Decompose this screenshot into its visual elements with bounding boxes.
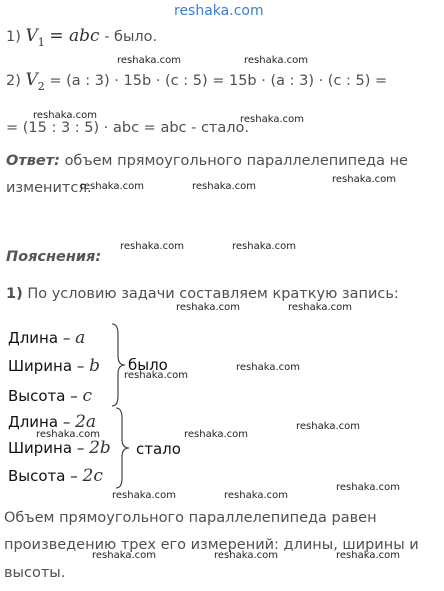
after-length-name: Длина – (8, 413, 71, 431)
watermark: reshaka.com (332, 174, 396, 185)
explanation-title: Пояснения: (6, 249, 102, 265)
step2-var: V (25, 70, 38, 90)
step2-sub: 2 (37, 80, 45, 93)
answer-line1 (6, 153, 408, 169)
step1-formula: = abc (49, 26, 100, 46)
step2-note: - стало. (191, 120, 250, 136)
watermark: reshaka.com (112, 490, 176, 501)
watermark: reshaka.com (336, 482, 400, 493)
before-row-height (8, 386, 92, 406)
after-row-height (8, 466, 103, 486)
after-height-value: 2c (82, 466, 103, 486)
before-length-name: Длина – (8, 329, 71, 347)
conclusion-line1: Объем прямоугольного параллелепипеда равен (4, 510, 377, 526)
step1-line (6, 26, 158, 49)
point1-num: 1) (6, 286, 23, 302)
watermark: reshaka.com (117, 55, 181, 66)
step2-result: = (15 : 3 : 5) · abc = abc (6, 120, 187, 136)
watermark: reshaka.com (176, 302, 240, 313)
step2-line1 (6, 70, 388, 93)
after-length-value: 2a (75, 412, 97, 432)
step2-expression: = (a : 3) · 15b · (c : 5) = 15b · (a : 3) · (c : 5) = (49, 73, 388, 89)
answer-text: объем прямоугольного параллелепипеда не (64, 153, 408, 169)
before-brace (110, 322, 128, 408)
watermark: reshaka.com (240, 114, 304, 125)
watermark-top: reshaka.com (174, 3, 264, 19)
point1-line (6, 286, 399, 302)
before-width-value: b (89, 356, 100, 376)
watermark: reshaka.com (232, 241, 296, 252)
point1-text: По условию задачи составляем краткую запись: (27, 286, 399, 302)
watermark: reshaka.com (33, 110, 97, 121)
watermark: reshaka.com (336, 550, 400, 561)
before-row-length (8, 328, 85, 348)
watermark: reshaka.com (296, 421, 360, 432)
before-height-value: c (82, 386, 93, 406)
after-height-name: Высота – (8, 467, 78, 485)
watermark: reshaka.com (92, 550, 156, 561)
before-row-width (8, 356, 100, 376)
watermark: reshaka.com (244, 55, 308, 66)
before-width-name: Ширина – (8, 357, 85, 375)
before-height-name: Высота – (8, 387, 78, 405)
watermark: reshaka.com (288, 302, 352, 313)
watermark: reshaka.com (214, 550, 278, 561)
conclusion-line3: высоты. (4, 565, 66, 581)
watermark: reshaka.com (120, 241, 184, 252)
watermark: reshaka.com (124, 370, 188, 381)
watermark: reshaka.com (36, 429, 100, 440)
watermark: reshaka.com (236, 362, 300, 373)
step1-sub: 1 (37, 36, 45, 49)
step2-label: 2) (6, 73, 21, 89)
answer-line2: изменится. (6, 180, 92, 196)
step1-var: V (25, 26, 38, 46)
after-width-name: Ширина – (8, 439, 85, 457)
after-row-width (8, 438, 111, 458)
conclusion-line2: произведению трех его измерений: длины, ширины и (4, 537, 419, 553)
before-label: было (128, 356, 168, 374)
step1-label: 1) (6, 29, 21, 45)
after-width-value: 2b (89, 438, 111, 458)
watermark: reshaka.com (184, 429, 248, 440)
watermark: reshaka.com (80, 181, 144, 192)
after-label: стало (136, 440, 181, 458)
after-brace (114, 406, 132, 490)
watermark: reshaka.com (192, 181, 256, 192)
step2-line2 (6, 120, 249, 136)
before-length-value: a (75, 328, 86, 348)
answer-label: Ответ: (6, 153, 60, 169)
watermark: reshaka.com (224, 490, 288, 501)
step1-note: - было. (104, 29, 158, 45)
